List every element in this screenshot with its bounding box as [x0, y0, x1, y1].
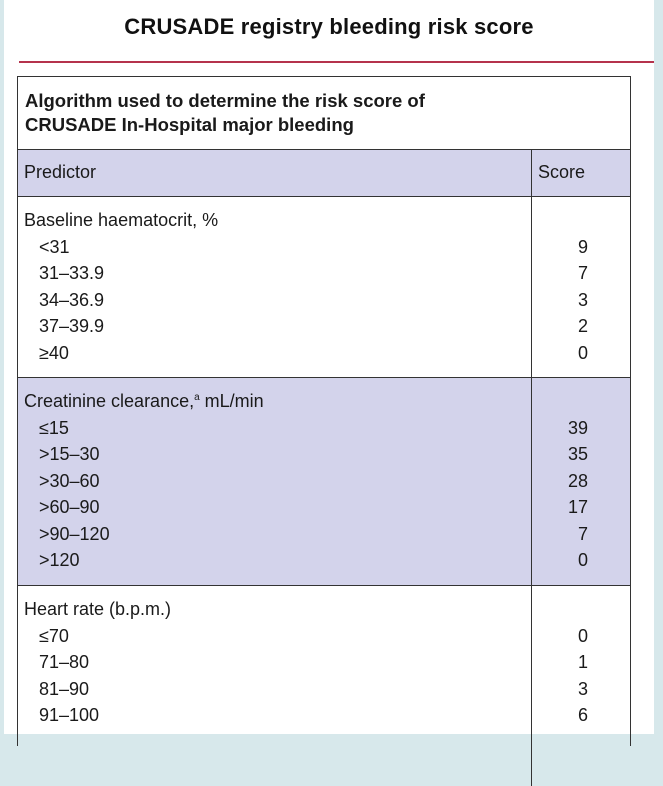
score-column-header: Score [538, 162, 586, 182]
range-label: 91–100 [39, 705, 100, 725]
range-label: 71–80 [39, 652, 90, 672]
footnote-marker: a [194, 392, 200, 403]
table-caption-line-1: Algorithm used to determine the risk score of [25, 90, 425, 111]
group-label [24, 388, 531, 415]
score-value: 0 [577, 625, 588, 646]
score-value: 1 [577, 652, 588, 672]
range-label: ≤15 [39, 417, 69, 438]
range-label: >15–30 [39, 444, 100, 464]
group-label: Baseline haematocrit, % [24, 210, 219, 230]
content-panel [4, 0, 654, 734]
range-label: 34–36.9 [39, 289, 105, 310]
predictor-group-haematocrit [18, 197, 630, 378]
predictor-group-creatinine-clearance [18, 378, 630, 586]
group-unit: mL/min [199, 391, 264, 411]
range-label: >60–90 [39, 497, 100, 517]
range-label: <31 [39, 236, 70, 257]
table-header-row [18, 150, 630, 197]
score-value: 3 [577, 289, 588, 310]
range-label: ≥40 [39, 342, 69, 363]
group-label-text: Creatinine clearance, [24, 391, 195, 411]
group-label: Heart rate (b.p.m.) [24, 599, 172, 619]
table-caption [18, 77, 630, 150]
predictor-group-heart-rate [18, 586, 630, 786]
range-label: 37–39.9 [39, 316, 105, 336]
range-label: >90–120 [39, 523, 110, 544]
score-value: 7 [577, 523, 588, 544]
score-value: 35 [567, 444, 588, 464]
title-divider [19, 61, 654, 63]
score-value: 17 [567, 497, 588, 517]
score-value: 39 [567, 417, 588, 438]
page-title: CRUSADE registry bleeding risk score [124, 14, 534, 39]
range-label: 81–90 [39, 678, 90, 699]
score-value: 9 [577, 236, 588, 257]
predictor-column-header: Predictor [18, 150, 532, 196]
score-value: 0 [577, 550, 588, 570]
range-label: 31–33.9 [39, 263, 105, 283]
risk-score-table [17, 76, 631, 746]
score-value: 28 [567, 470, 588, 491]
score-value: 7 [577, 263, 588, 283]
score-value: 6 [577, 705, 588, 725]
range-label: >120 [39, 550, 80, 570]
range-label: >30–60 [39, 470, 100, 491]
table-caption-line-2: CRUSADE In-Hospital major bleeding [25, 114, 354, 135]
range-label: ≤70 [39, 625, 69, 646]
score-value: 3 [577, 678, 588, 699]
score-value: 0 [577, 342, 588, 363]
score-value: 2 [577, 316, 588, 336]
